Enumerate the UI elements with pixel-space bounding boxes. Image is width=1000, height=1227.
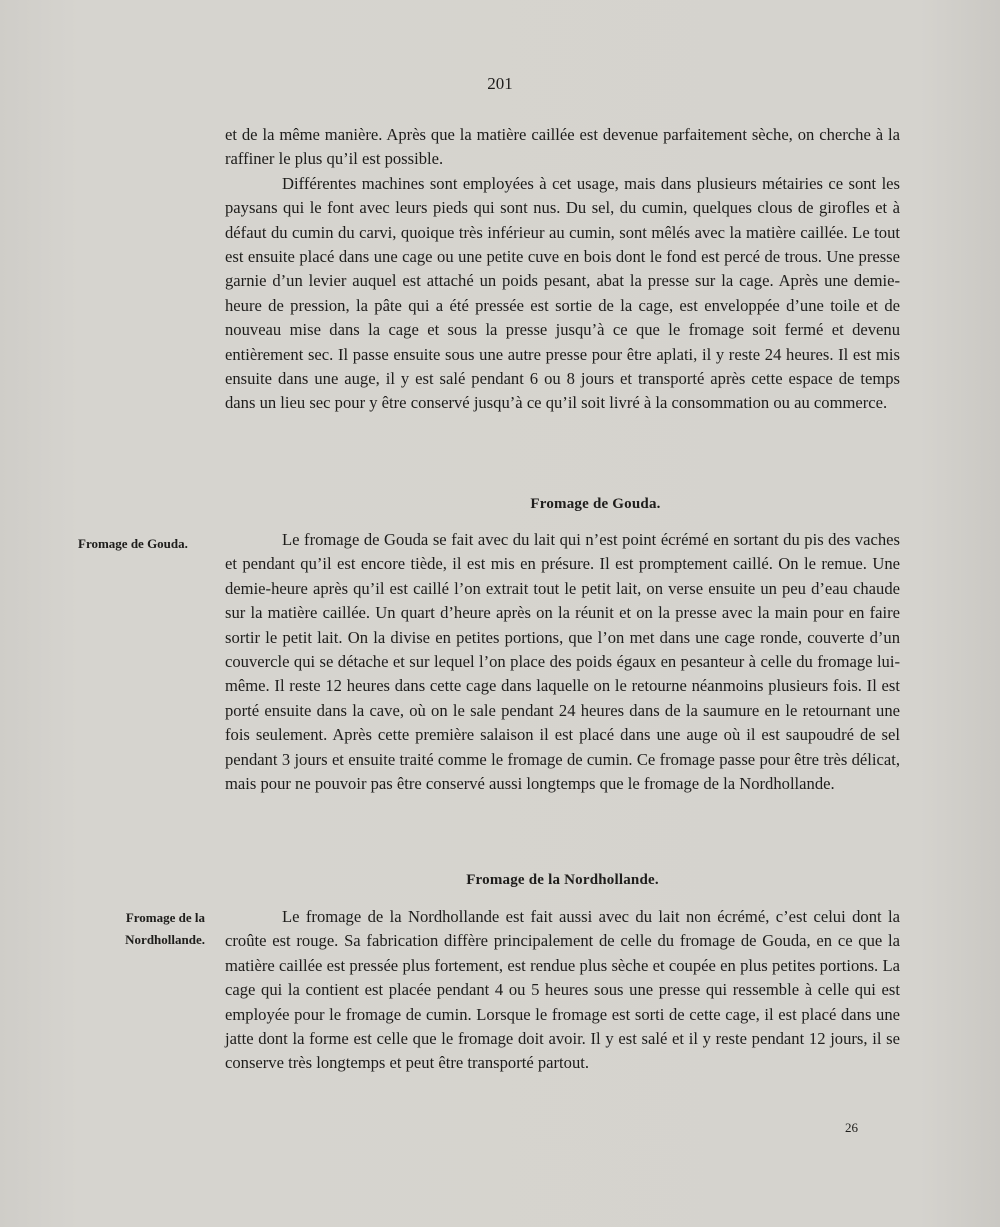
margin-note-gouda: Fromage de Gouda. xyxy=(78,536,188,551)
signature-mark: 26 xyxy=(845,1120,858,1135)
margin-note-nordhollande xyxy=(60,907,205,951)
nordhollande-text-block xyxy=(225,905,900,1076)
intro-paragraph-2: Différentes machines sont employées à cet usage, mais dans plusieurs métairies ce sont les paysans qui le font avec leurs pieds qui sont nus. Du sel, du cumin, quelques clous de girofles et à défaut du cumin du carvi, quoique très inférieur au cumin, sont mêlés avec la matière caillée. Le tout est ensuite placé dans une cage ou une petite cuve en bois dont le fond est percé de trous. Une presse garnie d’un levier auquel est attaché un poids pesant, abat la presse sur la cage. Après une demie-heure de pression, la pâte qui a été pressée est sortie de la cage, est enveloppée d’une toile et de nouveau mise dans la cage et sous la presse jusqu’à ce que le fromage soit fermé et devenu entièrement sec. Il passe ensuite sous une autre presse pour être aplati, il y reste 24 heures. Il est mis ensuite dans une auge, il y est salé pendant 6 ou 8 jours et transporté après cette espace de temps dans un lieu sec pour y être conservé jusqu’à ce qu’il soit livré à la consommation ou au commerce. xyxy=(225,173,900,413)
margin-note-nordhollande-line-1: Fromage de la xyxy=(125,910,205,925)
gouda-paragraph: Le fromage de Gouda se fait avec du lait qui n’est point écrémé en sortant du pis des vaches et pendant qu’il est encore tiède, il est mis en présure. Il est promptement caillé. On le remue. Une demie-heure après qu’il est caillé l’on extrait tout le petit lait, on verse ensuite un peu d’eau chaude sur la matière caillée. Un quart d’heure après on la réunit et on la presse avec la main pour en faire sortir le petit lait. On la divise en petites portions, que l’on met dans une cage ronde, couverte d’un couvercle qui se détache et sur lequel l’on place des poids égaux en pesanteur à celle du fromage lui-même. Il reste 12 heures dans cette cage dans laquelle on le retourne néanmoins plusieurs fois. Il est porté ensuite dans la cave, où on le sale pendant 24 heures dans de la saumure en le retournant une fois seulement. Après cette première salaison il est placé dans une auge où il est saupoudré de sel pendant 3 jours et ensuite traité comme le fromage de cumin. Ce fromage passe pour être très délicat, mais pour ne pouvoir pas être conservé aussi longtemps que le fromage de la Nordhollande. xyxy=(225,530,900,794)
section-heading-nordhollande: Fromage de la Nordhollande. xyxy=(466,872,659,888)
page-number: 201 xyxy=(487,74,513,93)
intro-text-block xyxy=(225,123,900,416)
nordhollande-paragraph: Le fromage de la Nordhollande est fait aussi avec du lait non écrémé, c’est celui dont la croûte est rouge. Sa fabrication diffère principalement de celle du fromage de Gouda, en ce que la matière caillée est pressée plus fortement, est rendue plus sèche et coupée en plus petites portions. La cage qui la contient est placée pendant 4 ou 5 heures sous une presse qui ressemble à celle qui est employée pour le fromage de cumin. Lorsque le fromage est sorti de cette cage, il est placé dans une jatte dont la forme est celle que le fromage doit avoir. Il y est salé et il y reste pendant 12 jours, il se conserve très longtemps et peut être transporté partout. xyxy=(225,907,900,1073)
section-heading-gouda: Fromage de Gouda. xyxy=(530,496,661,512)
margin-note-nordhollande-line-2: Nordhollande. xyxy=(125,932,205,947)
intro-paragraph-1: et de la même manière. Après que la matière caillée est devenue parfaitement sèche, on cherche à la raffiner le plus qu’il est possible. xyxy=(225,125,900,169)
gouda-text-block xyxy=(225,528,900,796)
